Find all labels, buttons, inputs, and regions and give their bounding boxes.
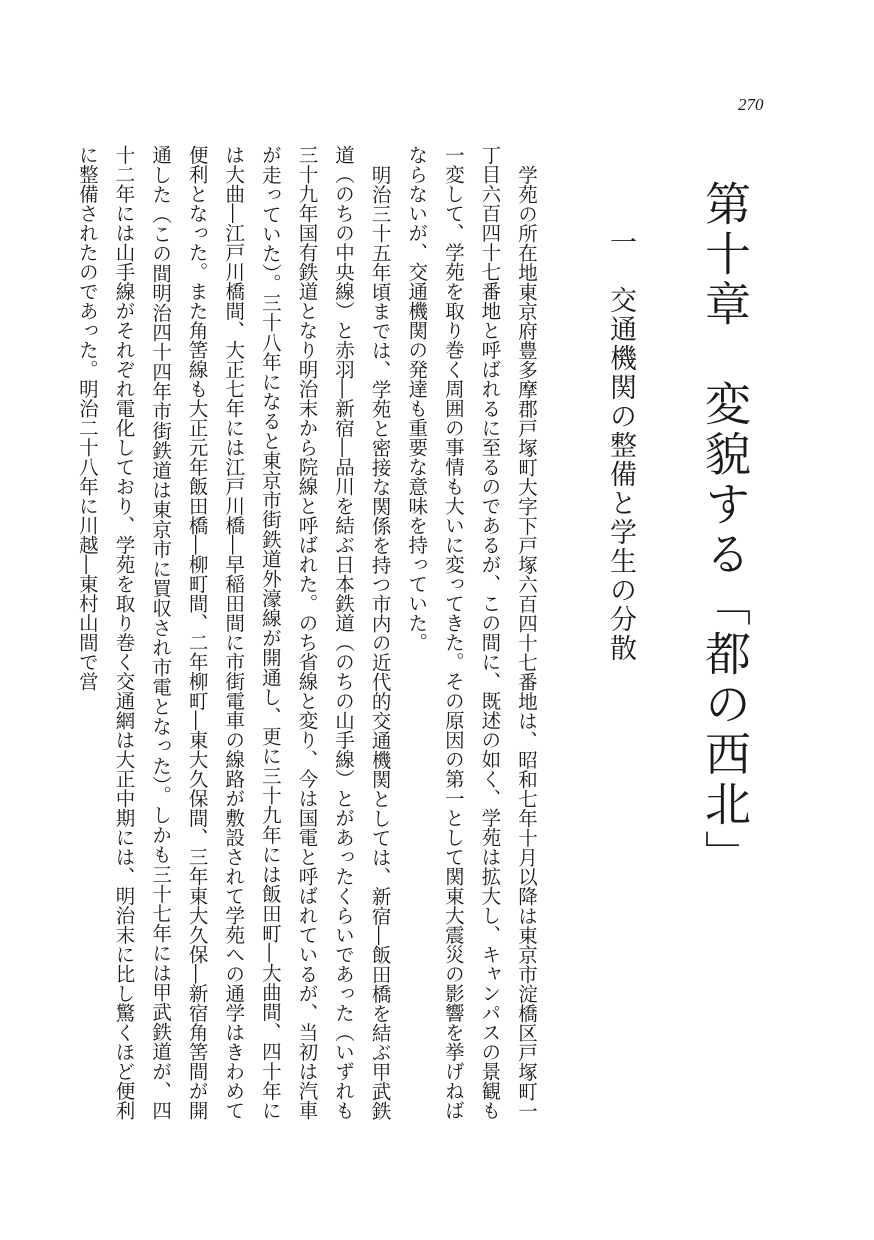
chapter-title: 第十章 変貌する「都の西北」 <box>698 180 752 880</box>
page-number: 270 <box>738 95 764 114</box>
body-text <box>75 145 544 1120</box>
paragraph-1: 学苑の所在地東京府豊多摩郡戸塚町大字下戸塚六百四十七番地は、昭和七年十月以降は東京市淀橋区戸塚町一丁目六百四十七番地と呼ばれるに至るのであるが、この間に、既述の如く、学苑は拡大し、キャンパスの景観も一変して、学苑を取り巻く周囲の事情も大いに変ってきた。その原因の第一として関東大震災の影響を挙げねばならないが、交通機関の発達も重要な意味を持っていた。 <box>405 145 538 1120</box>
section-heading: 一 交通機関の整備と学生の分散 <box>605 228 636 663</box>
paragraph-2: 明治三十五年頃までは、学苑と密接な関係を持つ市内の近代的交通機関としては、新宿―飯田橋を結ぶ甲武鉄道（のちの中央線）と赤羽―新宿―品川を結ぶ日本鉄道（のちの山手線）とがあったくらいであった（いずれも三十九年国有鉄道となり明治末から院線と呼ばれた。のち省線と変り、今は国電と呼ばれているが、当初は汽車が走っていた）。三十八年になると東京市街鉄道外濠線が開通し、更に三十九年には飯田町―大曲間、四十年には大曲―江戸川橋間、大正七年には江戸川橋―早稲田間に市街電車の線路が敷設されて学苑への通学はきわめて便利となった。また角筈線も大正元年飯田橋―柳町間、二年柳町―東大久保間、三年東大久保―新宿角筈間が開通した（この間明治四十四年市街鉄道は東京市に買収され市電となった）。しかも三十七年には甲武鉄道が、四十二年には山手線がそれぞれ電化しており、学苑を取り巻く交通網は大正中期には、明治末に比し驚くほど便利に整備されたのであった。明治二十八年に川越―東村山間で営 <box>75 145 392 1120</box>
